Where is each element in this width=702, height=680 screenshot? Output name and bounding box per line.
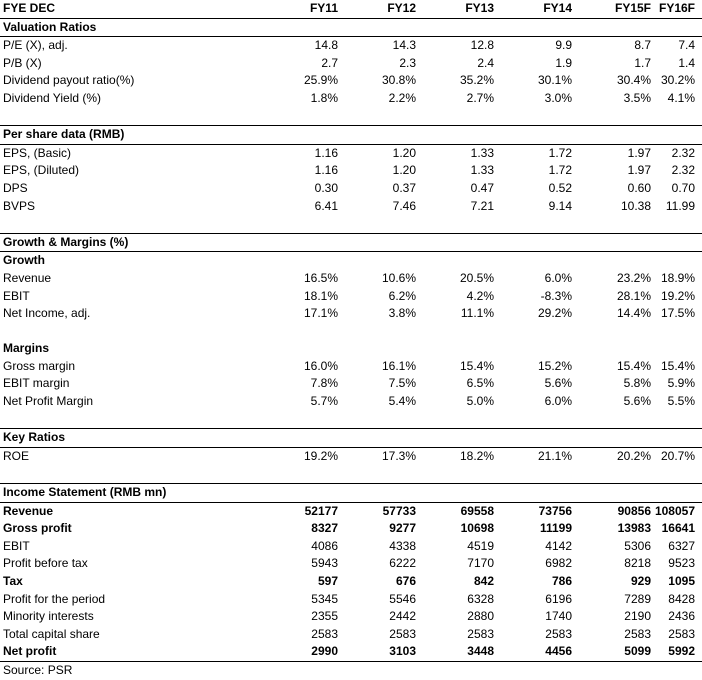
- value-cell-fy12: 2583: [389, 626, 416, 641]
- value-cell-fy14: 4142: [545, 538, 572, 553]
- value-cell-fy15f: 2190: [624, 609, 651, 624]
- value-cell-fy14: 15.2%: [537, 358, 572, 373]
- value-cell-fy13: 2.4: [477, 55, 494, 70]
- table-row: [0, 270, 702, 288]
- value-cell-fy11: 7.8%: [310, 376, 338, 391]
- table-row: [0, 503, 702, 521]
- value-cell-fy15f: 1.97: [627, 163, 651, 178]
- value-cell-fy15f: 1.97: [627, 145, 651, 160]
- table-row: [0, 555, 702, 573]
- subsection-title: [0, 340, 702, 358]
- value-cell-fy16f: 2.32: [671, 145, 695, 160]
- value-cell-fy14: 9.9: [555, 38, 572, 53]
- value-cell-fy11: 5943: [311, 556, 338, 571]
- value-cell-fy16f: 0.70: [671, 180, 695, 195]
- value-cell-fy13: 6.5%: [466, 376, 494, 391]
- value-cell-fy11: 2.7: [321, 55, 338, 70]
- value-cell-fy14: 21.1%: [537, 448, 572, 463]
- value-cell-fy11: 1.8%: [310, 90, 338, 105]
- table-row: [0, 538, 702, 556]
- value-cell-fy11: 5.7%: [310, 394, 338, 409]
- value-cell-fy13: 20.5%: [459, 270, 494, 285]
- row-label: Net Profit Margin: [3, 394, 94, 409]
- value-cell-fy15f: 30.4%: [616, 73, 651, 88]
- value-cell-fy12: 5.4%: [388, 394, 416, 409]
- value-cell-fy11: 2583: [311, 626, 338, 641]
- value-cell-fy12: 57733: [382, 503, 416, 518]
- value-cell-fy15f: 5099: [624, 644, 651, 659]
- value-cell-fy11: 5345: [311, 591, 338, 606]
- year-header-fy12: FY12: [387, 1, 416, 15]
- value-cell-fy15f: 0.60: [627, 180, 651, 195]
- value-cell-fy16f: 11.99: [665, 198, 695, 213]
- value-cell-fy15f: 8.7: [634, 38, 651, 53]
- value-cell-fy13: 10698: [460, 521, 494, 536]
- row-label: Gross profit: [3, 521, 72, 536]
- section-title: [0, 233, 702, 253]
- table-row: [0, 608, 702, 626]
- value-cell-fy16f: 7.4: [678, 38, 695, 53]
- value-cell-fy11: 8327: [311, 521, 338, 536]
- row-label: EBIT: [3, 538, 30, 553]
- row-label: Dividend Yield (%): [3, 90, 102, 105]
- table-row: [0, 288, 702, 306]
- value-cell-fy14: 4456: [545, 644, 572, 659]
- value-cell-fy13: 7170: [467, 556, 494, 571]
- subsection-title-text: Margins: [3, 341, 50, 356]
- value-cell-fy16f: 19.2%: [660, 288, 695, 303]
- table-row: [0, 90, 702, 108]
- table-row: [0, 393, 702, 411]
- value-cell-fy16f: 2583: [668, 626, 695, 641]
- value-cell-fy16f: 2436: [668, 609, 695, 624]
- row-label: EBIT margin: [3, 376, 70, 391]
- value-cell-fy16f: 108057: [654, 503, 695, 518]
- value-cell-fy13: 1.33: [470, 163, 494, 178]
- value-cell-fy16f: 16641: [661, 521, 695, 536]
- value-cell-fy12: 2.2%: [388, 90, 416, 105]
- value-cell-fy14: -8.3%: [540, 288, 572, 303]
- row-label: EPS, (Basic): [3, 145, 72, 160]
- row-label: Gross margin: [3, 358, 76, 373]
- value-cell-fy14: 2583: [545, 626, 572, 641]
- year-header-fy16f: FY16F: [658, 1, 695, 15]
- section-title: [0, 125, 702, 145]
- value-cell-fy12: 7.46: [392, 198, 416, 213]
- value-cell-fy11: 19.2%: [303, 448, 338, 463]
- section-title: [0, 428, 702, 448]
- value-cell-fy12: 0.37: [392, 180, 416, 195]
- value-cell-fy13: 18.2%: [459, 448, 494, 463]
- value-cell-fy12: 3.8%: [388, 306, 416, 321]
- value-cell-fy16f: 20.7%: [660, 448, 695, 463]
- value-cell-fy14: 6.0%: [544, 270, 572, 285]
- table-row: [0, 37, 702, 55]
- value-cell-fy11: 2990: [311, 644, 338, 659]
- value-cell-fy16f: 30.2%: [660, 73, 695, 88]
- value-cell-fy14: 1.9: [555, 55, 572, 70]
- value-cell-fy12: 16.1%: [381, 358, 416, 373]
- row-label: Revenue: [3, 270, 52, 285]
- value-cell-fy12: 676: [395, 574, 416, 588]
- spacer-row: [0, 323, 702, 341]
- value-cell-fy16f: 5992: [668, 644, 695, 659]
- value-cell-fy15f: 1.7: [634, 55, 651, 70]
- value-cell-fy16f: 1.4: [678, 55, 695, 70]
- value-cell-fy15f: 13983: [617, 521, 651, 536]
- value-cell-fy15f: 14.4%: [616, 306, 651, 321]
- row-label: Total capital share: [3, 626, 100, 641]
- value-cell-fy13: 3448: [467, 644, 494, 659]
- value-cell-fy15f: 20.2%: [616, 448, 651, 463]
- value-cell-fy14: 6.0%: [544, 394, 572, 409]
- value-cell-fy13: 15.4%: [459, 358, 494, 373]
- subsection-title-text: Growth: [3, 253, 45, 268]
- spacer-row: [0, 411, 702, 429]
- section-title: [0, 483, 702, 503]
- table-row: [0, 55, 702, 73]
- value-cell-fy11: 597: [317, 574, 338, 588]
- spacer-row: [0, 108, 702, 126]
- row-label: Dividend payout ratio(%): [3, 73, 135, 88]
- row-label: Profit for the period: [3, 591, 106, 606]
- value-cell-fy11: 4086: [311, 538, 338, 553]
- source-note: [0, 662, 702, 680]
- value-cell-fy12: 3103: [389, 644, 416, 659]
- value-cell-fy16f: 4.1%: [667, 90, 695, 105]
- row-label: EPS, (Diluted): [3, 163, 80, 178]
- value-cell-fy12: 1.20: [392, 163, 416, 178]
- value-cell-fy15f: 929: [630, 574, 651, 588]
- section-title-text: Per share data (RMB): [3, 127, 125, 142]
- value-cell-fy14: 6982: [545, 556, 572, 571]
- value-cell-fy12: 17.3%: [381, 448, 416, 463]
- value-cell-fy11: 52177: [304, 503, 338, 518]
- value-cell-fy15f: 23.2%: [616, 270, 651, 285]
- value-cell-fy13: 6328: [467, 591, 494, 606]
- value-cell-fy16f: 9523: [668, 556, 695, 571]
- value-cell-fy15f: 28.1%: [616, 288, 651, 303]
- value-cell-fy14: 6196: [545, 591, 572, 606]
- row-label: Profit before tax: [3, 556, 88, 571]
- value-cell-fy15f: 5.8%: [623, 376, 651, 391]
- value-cell-fy15f: 5306: [624, 538, 651, 553]
- row-label: ROE: [3, 448, 30, 463]
- table-row: [0, 375, 702, 393]
- value-cell-fy11: 14.8: [314, 38, 338, 53]
- value-cell-fy13: 7.21: [470, 198, 494, 213]
- value-cell-fy12: 5546: [389, 591, 416, 606]
- value-cell-fy13: 12.8: [470, 38, 494, 53]
- value-cell-fy16f: 17.5%: [660, 306, 695, 321]
- value-cell-fy12: 6.2%: [388, 288, 416, 303]
- value-cell-fy15f: 90856: [617, 503, 651, 518]
- table-row: [0, 72, 702, 90]
- table-row: [0, 145, 702, 163]
- value-cell-fy13: 1.33: [470, 145, 494, 160]
- value-cell-fy15f: 2583: [624, 626, 651, 641]
- source-text: Source: PSR: [3, 662, 73, 677]
- value-cell-fy16f: 5.9%: [667, 376, 695, 391]
- value-cell-fy16f: 18.9%: [660, 270, 695, 285]
- row-label: DPS: [3, 180, 28, 195]
- row-label: P/E (X), adj.: [3, 38, 68, 53]
- value-cell-fy11: 6.41: [314, 198, 338, 213]
- row-label: Tax: [3, 574, 23, 588]
- section-title-text: Income Statement (RMB mn): [3, 485, 167, 500]
- value-cell-fy13: 5.0%: [466, 394, 494, 409]
- value-cell-fy11: 16.5%: [303, 270, 338, 285]
- value-cell-fy12: 7.5%: [388, 376, 416, 391]
- spacer-row: [0, 465, 702, 483]
- spacer-row: [0, 215, 702, 233]
- value-cell-fy13: 4519: [467, 538, 494, 553]
- section-title-text: Valuation Ratios: [3, 19, 97, 34]
- table-row: [0, 591, 702, 609]
- value-cell-fy16f: 15.4%: [660, 358, 695, 373]
- table-row: [0, 358, 702, 376]
- value-cell-fy15f: 7289: [624, 591, 651, 606]
- value-cell-fy15f: 5.6%: [623, 394, 651, 409]
- row-label: EBIT: [3, 288, 30, 303]
- value-cell-fy13: 2.7%: [466, 90, 494, 105]
- fiscal-year-end-label: FYE DEC: [3, 1, 56, 15]
- value-cell-fy12: 1.20: [392, 145, 416, 160]
- row-label: Net profit: [3, 644, 57, 659]
- value-cell-fy12: 14.3: [392, 38, 416, 53]
- value-cell-fy13: 69558: [460, 503, 494, 518]
- value-cell-fy12: 2442: [389, 609, 416, 624]
- section-title: [0, 19, 702, 38]
- value-cell-fy12: 6222: [389, 556, 416, 571]
- value-cell-fy11: 2355: [311, 609, 338, 624]
- value-cell-fy14: 29.2%: [537, 306, 572, 321]
- value-cell-fy12: 10.6%: [381, 270, 416, 285]
- value-cell-fy16f: 6327: [668, 538, 695, 553]
- value-cell-fy11: 1.16: [314, 145, 338, 160]
- table-row: [0, 162, 702, 180]
- row-label: P/B (X): [3, 55, 42, 70]
- value-cell-fy11: 25.9%: [303, 73, 338, 88]
- value-cell-fy14: 9.14: [548, 198, 572, 213]
- table-row: [0, 305, 702, 323]
- value-cell-fy12: 9277: [389, 521, 416, 536]
- value-cell-fy15f: 3.5%: [623, 90, 651, 105]
- table-row: [0, 448, 702, 466]
- value-cell-fy14: 73756: [538, 503, 572, 518]
- year-header-fy15f: FY15F: [614, 1, 651, 15]
- value-cell-fy16f: 1095: [668, 574, 695, 588]
- section-title-text: Key Ratios: [3, 430, 66, 445]
- table-row: [0, 573, 702, 591]
- row-label: Net Income, adj.: [3, 306, 91, 321]
- value-cell-fy11: 0.30: [314, 180, 338, 195]
- value-cell-fy16f: 2.32: [671, 163, 695, 178]
- value-cell-fy12: 4338: [389, 538, 416, 553]
- value-cell-fy13: 4.2%: [466, 288, 494, 303]
- value-cell-fy13: 35.2%: [459, 73, 494, 88]
- year-header-fy13: FY13: [465, 1, 494, 15]
- value-cell-fy12: 2.3: [399, 55, 416, 70]
- section-title-text: Growth & Margins (%): [3, 234, 129, 249]
- value-cell-fy11: 16.0%: [303, 358, 338, 373]
- table-row: [0, 643, 702, 662]
- value-cell-fy13: 842: [473, 574, 494, 588]
- value-cell-fy13: 0.47: [470, 180, 494, 195]
- value-cell-fy11: 17.1%: [303, 306, 338, 321]
- table-row: [0, 198, 702, 216]
- column-header-row: [0, 0, 702, 19]
- value-cell-fy15f: 8218: [624, 556, 651, 571]
- table-row: [0, 520, 702, 538]
- year-header-fy11: FY11: [309, 1, 338, 15]
- value-cell-fy15f: 10.38: [620, 198, 651, 213]
- value-cell-fy14: 1.72: [548, 145, 572, 160]
- value-cell-fy14: 11199: [539, 521, 572, 536]
- value-cell-fy13: 2880: [467, 609, 494, 624]
- value-cell-fy14: 1740: [545, 609, 572, 624]
- value-cell-fy12: 30.8%: [381, 73, 416, 88]
- value-cell-fy11: 1.16: [314, 163, 338, 178]
- value-cell-fy14: 0.52: [548, 180, 572, 195]
- value-cell-fy16f: 5.5%: [667, 394, 695, 409]
- value-cell-fy14: 786: [551, 574, 572, 588]
- row-label: Revenue: [3, 503, 54, 518]
- table-row: [0, 626, 702, 644]
- subsection-title: [0, 252, 702, 270]
- year-header-fy14: FY14: [543, 1, 572, 15]
- table-row: [0, 180, 702, 198]
- value-cell-fy14: 30.1%: [537, 73, 572, 88]
- value-cell-fy14: 5.6%: [544, 376, 572, 391]
- value-cell-fy16f: 8428: [668, 591, 695, 606]
- row-label: BVPS: [3, 198, 36, 213]
- value-cell-fy11: 18.1%: [303, 288, 338, 303]
- value-cell-fy14: 3.0%: [544, 90, 572, 105]
- value-cell-fy15f: 15.4%: [616, 358, 651, 373]
- row-label: Minority interests: [3, 609, 94, 624]
- value-cell-fy13: 11.1%: [460, 306, 494, 321]
- value-cell-fy13: 2583: [467, 626, 494, 641]
- value-cell-fy14: 1.72: [548, 163, 572, 178]
